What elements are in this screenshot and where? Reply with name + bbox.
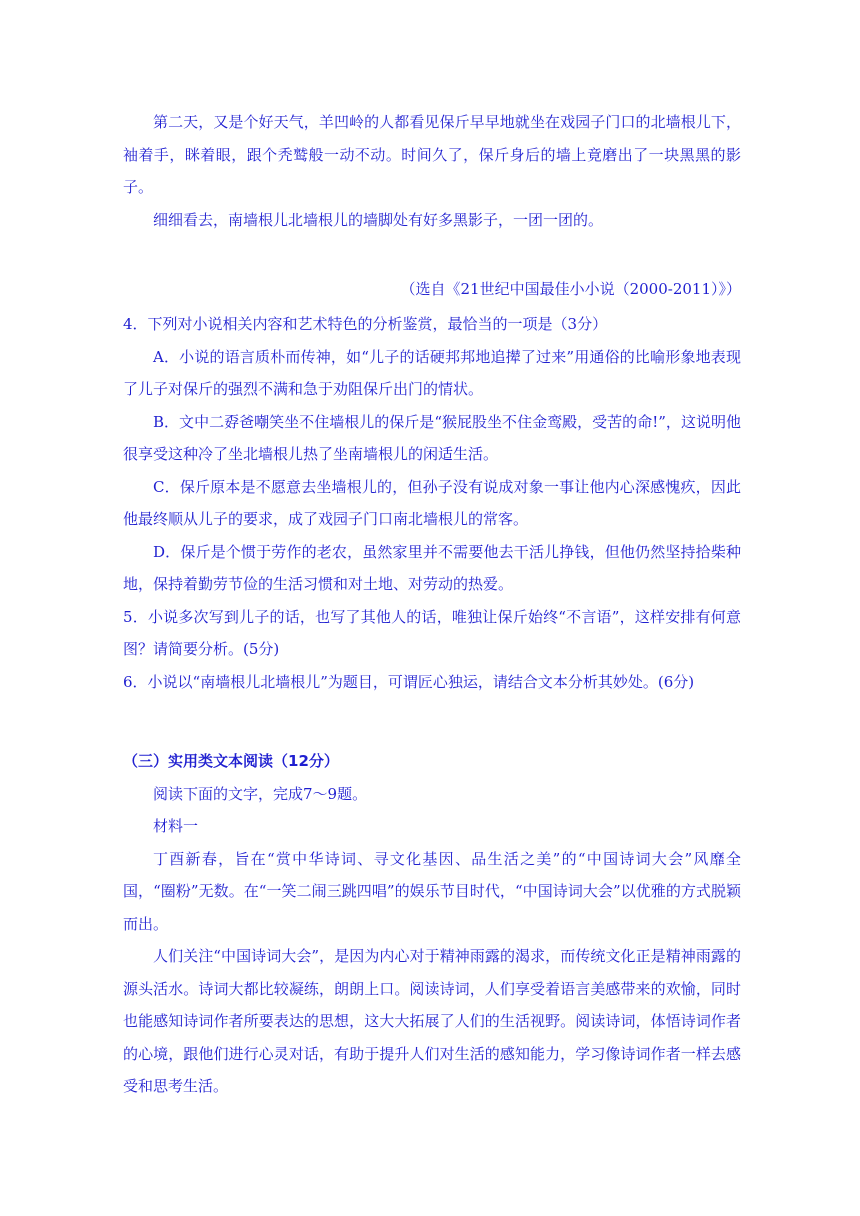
option-c: C．保斤原本是不愿意去坐墙根儿的，但孙子没有说成对象一事让他内心深感愧疚，因此他最终顺从儿子的要求，成了戏园子门口南北墙根儿的常客。	[123, 477, 741, 528]
story-paragraph-1: 第二天，又是个好天气，羊凹岭的人都看见保斤早早地就坐在戏园子门口的北墙根儿下，袖着手，眯着眼，跟个秃鹫般一动不动。时间久了，保斤身后的墙上竟磨出了一块黑黑的影子。	[123, 113, 741, 196]
source-citation-block	[123, 273, 741, 306]
option-a: A．小说的语言质朴而传神，如“儿子的话硬邦邦地追撵了过来”用通俗的比喻形象地表现了儿子对保斤的强烈不满和急于劝阻保斤出门的情状。	[123, 347, 741, 398]
question-6: 6．小说以“南墙根儿北墙根儿”为题目，可谓匠心独运，请结合文本分析其妙处。(6分)	[123, 672, 695, 691]
story-paragraph-2: 细细看去，南墙根儿北墙根儿的墙脚处有好多黑影子，一团一团的。	[153, 210, 604, 229]
question-5: 5．小说多次写到儿子的话，也写了其他人的话，唯独让保斤始终“不言语”，这样安排有何意图？请简要分析。(5分)	[123, 607, 741, 658]
section-3-instruction: 阅读下面的文字，完成7～9题。	[153, 784, 368, 803]
question-4: 4．下列对小说相关内容和艺术特色的分析鉴赏，最恰当的一项是（3分）	[123, 315, 608, 333]
material-label: 材料一	[153, 817, 199, 835]
story-excerpt	[123, 106, 741, 236]
material-paragraph-2: 人们关注“中国诗词大会”，是因为内心对于精神雨露的渴求，而传统文化正是精神雨露的源头活水。诗词大都比较凝练，朗朗上口。阅读诗词，人们享受着语言美感带来的欢愉，同时也能感知诗词作者所要表达的思想，这大大拓展了人们的生活视野。阅读诗词，体悟诗词作者的心境，跟他们进行心灵对话，有助于提升人们对生活的感知能力，学习像诗词作者一样去感受和思考生活。	[123, 947, 741, 1095]
material-paragraph-1: 丁酉新春，旨在“赏中华诗词、寻文化基因、品生活之美”的“中国诗词大会”风靡全国，“圈粉”无数。在“一笑二闹三跳四唱”的娱乐节目时代，“中国诗词大会”以优雅的方式脱颖而出。	[123, 849, 741, 933]
option-d: D．保斤是个惯于劳作的老农，虽然家里并不需要他去干活儿挣钱，但他仍然坚持拾柴种地，保持着勤劳节俭的生活习惯和对土地、对劳动的热爱。	[123, 542, 741, 593]
questions-block	[123, 308, 741, 698]
section-3	[123, 745, 741, 1103]
section-3-heading: （三）实用类文本阅读（12分）	[123, 752, 339, 770]
source-citation: （选自《21世纪中国最佳小小说（2000-2011）》）	[400, 280, 741, 298]
option-b: B．文中二孬爸嘲笑坐不住墙根儿的保斤是“猴屁股坐不住金鸾殿，受苦的命!”，这说明他很享受这种冷了坐北墙根儿热了坐南墙根儿的闲适生活。	[123, 412, 741, 463]
